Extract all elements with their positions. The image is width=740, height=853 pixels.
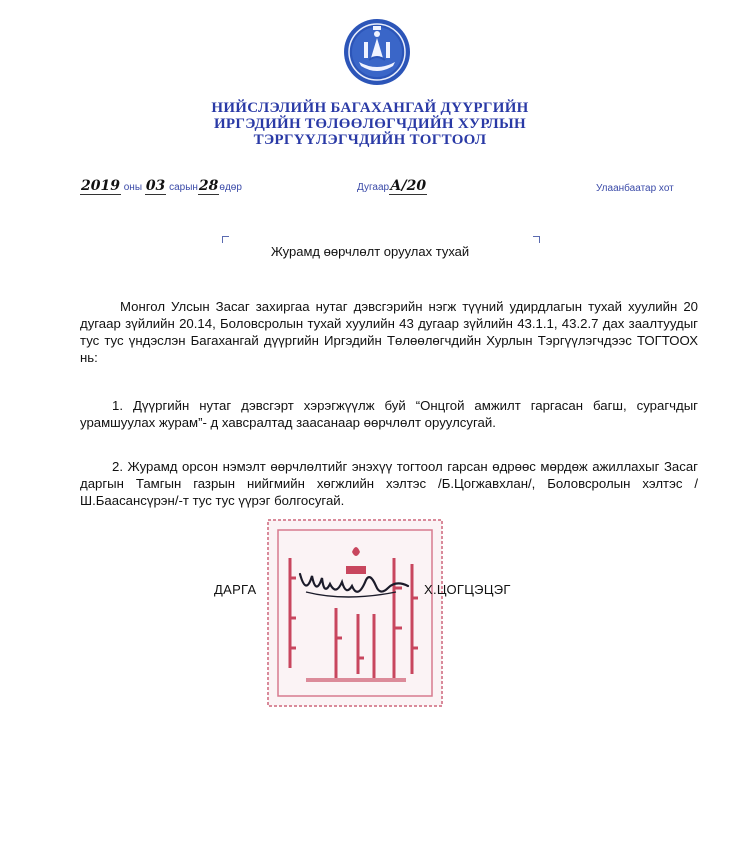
date-day-suffix: өдөр (219, 182, 242, 193)
date-line (80, 178, 242, 194)
document-place: Улаанбаатар хот (596, 183, 674, 194)
subject-corner-right (533, 236, 540, 243)
body-paragraph-2: 1. Дүүргийн нутаг дэвсгэрт хэрэгжүүлж буй “Онцгой амжилт гаргасан багш, сурагчдыг урамшуулах журам”- д хавсралтад заасанаар өөрчлөлт оруулсугай. (80, 398, 698, 430)
date-month: 03 (145, 178, 166, 194)
emblem-icon (343, 18, 411, 86)
document-number (357, 178, 427, 194)
state-emblem (343, 18, 411, 86)
body-paragraph-3: 2. Журамд орсон нэмэлт өөрчлөлтийг энэхүү тогтоол гарсан өдрөөс мөрдөж ажиллахыг Засаг даргын Тамгын газрын нийгмийн хөгжлийн хэлтэс /Б.Цогжавхлан/, Боловсролын хэлтэс /Ш.Баасансүрэн/-т тус тус үүрэг болгосугай. (80, 459, 698, 508)
official-seal (266, 518, 444, 708)
document-subject: Журамд өөрчлөлт оруулах тухай (270, 244, 470, 259)
signatory-name: Х.ЦОГЦЭЦЭГ (424, 582, 511, 597)
date-year-suffix: оны (123, 182, 143, 193)
header-line-2: ИРГЭДИЙН ТӨЛӨӨЛӨГЧДИЙН ХУРЛЫН (213, 116, 527, 132)
seal-icon (266, 518, 444, 708)
header-line-3: ТЭРГҮҮЛЭГЧДИЙН ТОГТООЛ (253, 132, 487, 148)
subject-corner-left (222, 236, 229, 243)
document-number-value: А/20 (390, 178, 427, 194)
date-year: 2019 (81, 178, 120, 194)
body-paragraph-1: Монгол Улсын Засаг захиргаа нутаг дэвсгэрийн нэгж түүний удирдлагын тухай хуулийн 20 дугаар зүйлийн 20.14, Боловсролын тухай хуулийн 43 дугаар зүйлийн 43.1.1, 43.2.7 дах заалтуудыг тус тус үндэслэн Багахангай дүүргийн Иргэдийн Төлөөлөгчдийн Хурлын Тэргүүлэгчдээс ТОГТООХ нь: (80, 299, 698, 365)
header-line-1: НИЙСЛЭЛИЙН БАГАХАНГАЙ ДҮҮРГИЙН (211, 100, 529, 116)
document-number-label: Дугаар (357, 182, 390, 193)
signatory-title: ДАРГА (214, 582, 257, 597)
date-day: 28 (198, 178, 219, 194)
handwritten-signature-icon (296, 566, 416, 606)
date-month-suffix: сарын (169, 182, 198, 193)
